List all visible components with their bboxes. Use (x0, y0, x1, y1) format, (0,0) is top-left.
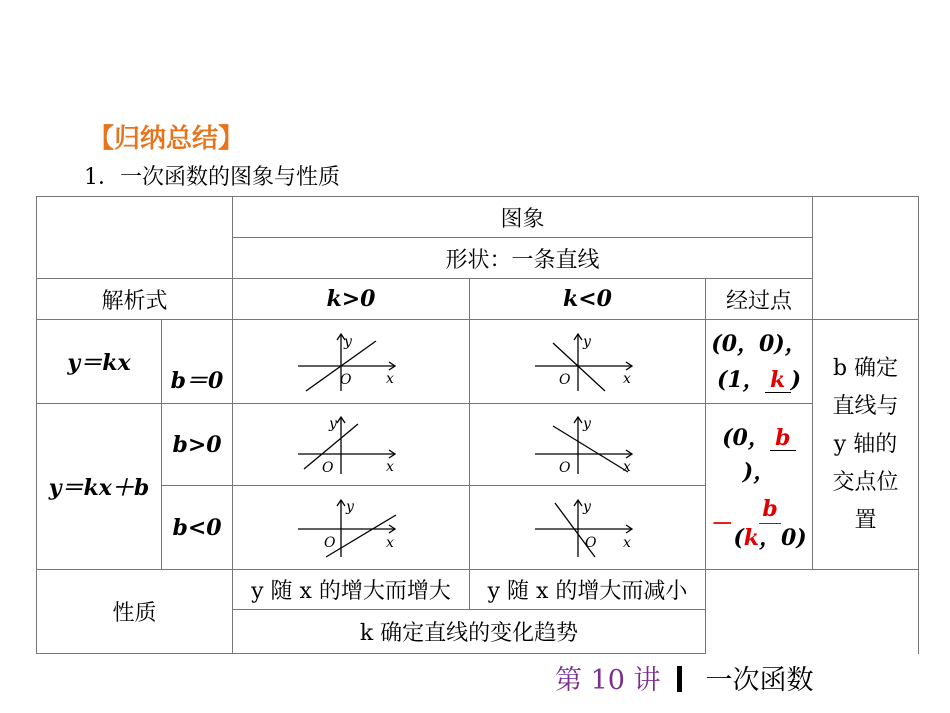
axis-x-label: x (622, 370, 631, 387)
graph-kxb-pos-bneg (233, 486, 470, 570)
side-note (813, 320, 919, 570)
property-decrease: y 随 x 的增大而减小 (470, 570, 706, 610)
header-shape: 形状：一条直线 (233, 238, 813, 279)
origin-label: O (340, 371, 352, 388)
side-note-line: 置 (854, 507, 877, 533)
graph-increasing-negative-intercept (296, 497, 406, 559)
axis-x-label: x (386, 370, 394, 387)
footer-divider (677, 666, 682, 692)
origin-label: O (584, 534, 596, 551)
col-point: 经过点 (706, 279, 813, 320)
blank-right-top (813, 197, 919, 320)
graph-decreasing-positive-intercept (533, 414, 643, 476)
point-row1 (706, 320, 813, 404)
axis-y-label: y (344, 333, 352, 350)
origin-label: O (558, 459, 570, 476)
graph-kx-pos (233, 320, 470, 404)
axis-y-label: y (582, 498, 591, 515)
answer-b: b (775, 425, 791, 451)
blank-right-bottom (706, 570, 919, 654)
k-neg-label: <0 (578, 286, 612, 312)
graph-decreasing-negative-intercept (533, 497, 643, 559)
blank-corner (37, 197, 233, 279)
side-note-line: 直线与 (832, 393, 899, 419)
graph-kx-neg (470, 320, 706, 404)
col-k-positive (233, 279, 470, 320)
axis-y-label: y (346, 498, 354, 515)
header-image: 图象 (233, 197, 813, 238)
point-row2 (706, 404, 813, 570)
axis-y-label: y (582, 333, 591, 350)
cond-b-negative: b<0 (162, 486, 233, 570)
axis-x-label: x (386, 534, 394, 551)
section-heading: 【归纳总结】 (88, 124, 245, 154)
graph-kxb-neg-bneg (470, 486, 706, 570)
cond-b-zero: b＝0 (162, 320, 233, 404)
axis-x-label: x (622, 534, 631, 551)
point-close: )， (742, 459, 776, 485)
graph-increasing-positive-intercept (296, 414, 406, 476)
lecture-number: 第 10 讲 (555, 665, 661, 696)
property-label: 性质 (37, 570, 233, 654)
axis-y-label: y (329, 415, 337, 432)
graph-kxb-neg-bpos (470, 404, 706, 486)
axis-y-label: y (582, 415, 591, 432)
point-origin: (0，0)， (711, 330, 807, 357)
point-open: (0， (722, 425, 770, 451)
expr-ykxb: y＝kx＋b (37, 404, 162, 570)
k-pos-label: >0 (341, 286, 376, 312)
answer-fraction-den: k (743, 525, 759, 551)
graph-decreasing-through-origin (533, 331, 643, 393)
function-table (36, 196, 919, 654)
k-symbol: k (326, 286, 342, 312)
minus-sign: － (711, 510, 734, 537)
footer (555, 658, 814, 697)
point-open: (1， (716, 366, 765, 393)
graph-kxb-pos-bpos (233, 404, 470, 486)
col-expression: 解析式 (37, 279, 233, 320)
expr-ykx: y＝kx (37, 320, 162, 404)
lecture-topic: 一次函数 (705, 665, 814, 696)
point-close: ，0) (758, 525, 807, 551)
property-k: k 确定直线的变化趋势 (233, 610, 706, 654)
origin-label: O (558, 371, 570, 388)
property-increase: y 随 x 的增大而增大 (233, 570, 470, 610)
side-note-line: 交点位 (832, 469, 899, 495)
section-subtitle: 1．一次函数的图象与性质 (84, 165, 340, 190)
axis-x-label: x (386, 458, 394, 475)
cond-b-positive: b>0 (162, 404, 233, 486)
axis-x-label: x (622, 458, 631, 475)
col-k-negative (470, 279, 706, 320)
side-note-line: y 轴的 (833, 431, 898, 457)
point-close: ) (790, 366, 802, 393)
k-symbol: k (563, 286, 579, 312)
point-open: ( (733, 525, 744, 551)
origin-label: O (324, 534, 336, 551)
answer-fraction-num: b (759, 495, 780, 524)
graph-increasing-through-origin (296, 331, 406, 393)
origin-label: O (322, 459, 334, 476)
side-note-line: b 确定 (832, 355, 899, 381)
answer-k: k (770, 366, 786, 393)
